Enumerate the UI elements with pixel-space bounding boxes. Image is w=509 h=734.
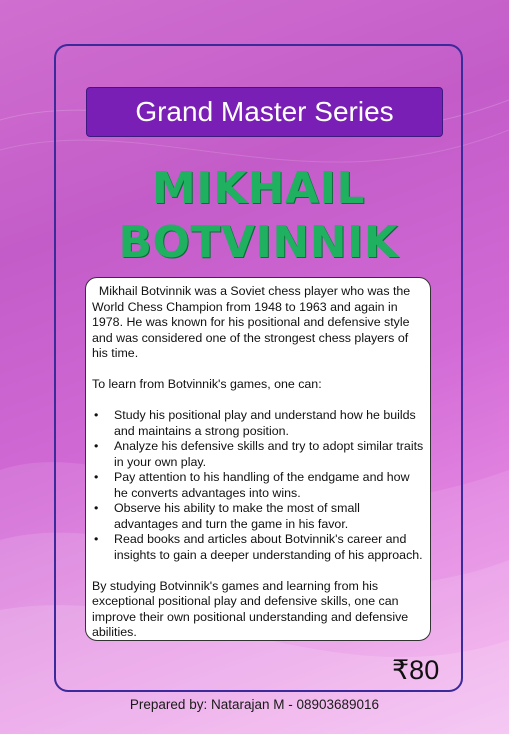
footer-credit: Prepared by: Natarajan M - 08903689016 [129,697,380,712]
bullet: • [94,501,99,515]
list-item-text: Study his positional play and understand how he builds and maintains a strong position. [114,408,416,438]
list-item-text: Analyze his defensive skills and try to adopt similar traits in your own play. [114,439,424,469]
list-item [92,501,425,532]
bullet: • [94,408,99,422]
list-item-text: Pay attention to his handling of the endgame and how he converts advantages into wins. [114,470,410,500]
bullet: • [94,439,99,453]
intro-paragraph [92,284,425,362]
list-item-text: Read books and articles about Botvinnik's career and insights to gain a deeper understanding of his approach. [114,532,423,562]
description-card [85,277,431,641]
intro-text: Mikhail Botvinnik was a Soviet chess player who was the World Chess Champion from 1948 to 1963 and again in 1978. He was known for his positional and defensive style and was considered one of the strongest chess players of his time. [92,284,411,360]
series-banner: Grand Master Series [86,87,443,137]
list-item [92,408,425,439]
price-label: ₹80 [392,655,440,685]
list-item [92,439,425,470]
list-item [92,470,425,501]
player-first-name: MIKHAIL [151,163,366,214]
bullet: • [94,470,99,484]
tips-list [92,408,425,563]
lead-paragraph: To learn from Botvinnik's games, one can: [92,377,322,391]
bullet: • [94,532,99,546]
conclusion-paragraph: By studying Botvinnik's games and learning from his exceptional positional play and defensive skills, one can improve their own positional understanding and defensive abilities. [92,578,409,639]
list-item-text: Observe his ability to make the most of small advantages and turn the game in his favor. [114,501,360,531]
player-last-name: BOTVINNIK [118,217,399,268]
list-item [92,532,425,563]
